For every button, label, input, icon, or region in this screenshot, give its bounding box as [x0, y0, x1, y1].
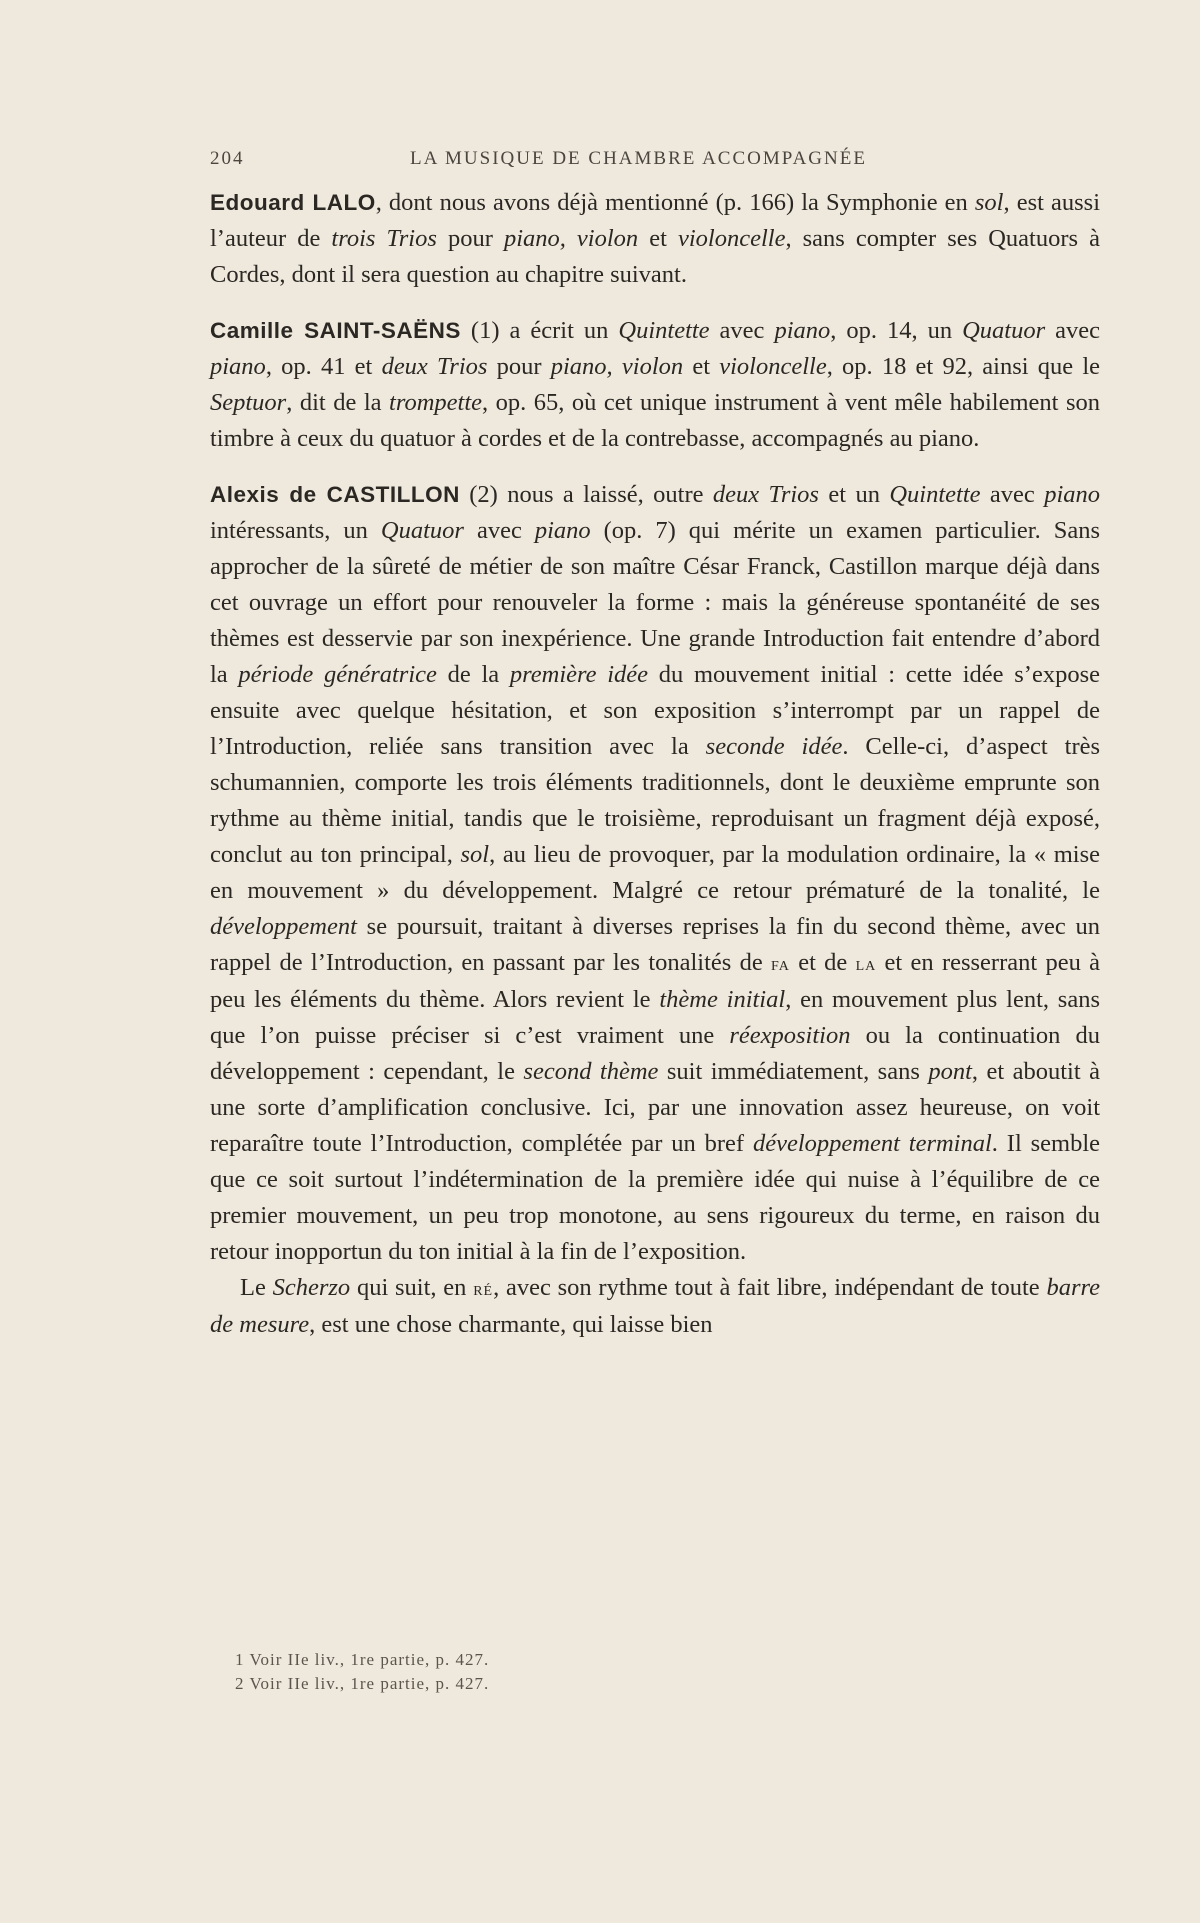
text-run: . Celle-ci, d’aspect très schumannien, comporte les trois éléments traditionnels, dont le deuxième emprunte son rythme au thème initial, tandis que le troisième, reproduisant un fragment déjà exposé, conclut au ton principal, [210, 733, 1101, 868]
footnote: 2 Voir IIe liv., 1re partie, p. 427. [235, 1674, 490, 1693]
text-run: se poursuit, traitant à diverses reprises la fin du second thème, avec un rappel de l’Introduction, en passant par les tonalités de [210, 913, 1100, 976]
italic-run: sol [974, 189, 1004, 216]
italic-run: piano [1044, 481, 1101, 508]
text-run: ou la continuation du développement : cependant, le [210, 1022, 1100, 1085]
text-run: , op. 41 et [265, 353, 382, 380]
text-run: . Il semble que ce soit surtout l’indétermination de la première idée qui nuise à l’équilibre de ce premier mouvement, un peu trop monotone, au sens rigoureux du terme, en raison du retour inopportun du ton initial à la fin de l’exposition. [210, 1130, 1101, 1265]
text-run: pour [487, 353, 551, 380]
italic-run: Scherzo [272, 1274, 351, 1301]
italic-run: piano [210, 353, 266, 380]
italic-run: thème initial [659, 986, 786, 1013]
footnotes [235, 1648, 935, 1696]
text-run: , avec son rythme tout à fait libre, indépendant de toute [493, 1274, 1047, 1301]
italic-run: période génératrice [238, 661, 437, 688]
text-run: , est une chose charmante, qui laisse bien [309, 1311, 713, 1338]
text-run: et [683, 353, 720, 380]
paragraph-saint-saens [210, 313, 1100, 457]
italic-run: trois Trios [331, 225, 437, 252]
text-run: , dont nous avons déjà mentionné (p. 166) la Symphonie en [375, 189, 975, 216]
italic-run: piano, violon [550, 353, 684, 380]
text-run: avec [463, 517, 535, 544]
italic-run: sol [460, 841, 490, 868]
italic-run: violoncelle [719, 353, 827, 380]
italic-run: Quintette [618, 317, 710, 344]
italic-run: développement [210, 913, 357, 940]
text-run: Le [240, 1274, 273, 1301]
text-run: avec [1045, 317, 1101, 344]
italic-run: deux Trios [381, 353, 488, 380]
text-run: pour [436, 225, 504, 252]
text-run: , op. 65, où cet unique instrument à vent mêle habilement son timbre à ceux du quatuor à cordes et de la contrebasse, accompagnés au piano. [210, 389, 1101, 452]
composer-name: Camille SAINT-SAËNS [210, 318, 461, 343]
italic-run: seconde idée [705, 733, 843, 760]
italic-run: Quintette [889, 481, 981, 508]
italic-run: Septuor [210, 389, 287, 416]
text-run: et de [789, 949, 856, 976]
text-run: qui suit, en [350, 1274, 474, 1301]
footnote: 1 Voir IIe liv., 1re partie, p. 427. [235, 1650, 490, 1669]
italic-run: trompette [389, 389, 483, 416]
paragraph-castillon [210, 477, 1100, 1270]
text-run: (op. 7) qui mérite un examen particulier. Sans approcher de la sûreté de métier de son maître César Franck, Castillon marque déjà dans cet ouvrage un effort pour renouveler la forme : mais la généreuse spontanéité de ses thèmes est desservie par son inexpérience. Une grande Introduction fait entendre d’abord la [210, 517, 1101, 688]
italic-run: barre de mesure [210, 1274, 1100, 1338]
italic-run: second thème [523, 1058, 659, 1085]
text-run: , dit de la [286, 389, 390, 416]
italic-run: développement terminal [752, 1130, 992, 1157]
text-run: et en resserrant peu à peu les éléments du thème. Alors revient le [210, 949, 1100, 1013]
italic-run: piano, violon [503, 225, 639, 252]
italic-run: piano [534, 517, 591, 544]
italic-run: deux Trios [712, 481, 819, 508]
text-run: suit immédiatement, sans [658, 1058, 929, 1085]
italic-run: Quatuor [380, 517, 464, 544]
text-run: , en mouvement plus lent, sans que l’on puisse préciser si c’est vraiment une [210, 986, 1100, 1049]
italic-run: violoncelle [677, 225, 786, 252]
italic-run: Quatuor [962, 317, 1046, 344]
italic-run: première idée [509, 661, 649, 688]
text-run: , op. 18 et 92, ainsi que le [826, 353, 1101, 380]
page-number: 204 [210, 148, 245, 169]
composer-name: Alexis de CASTILLON [210, 482, 460, 507]
smallcaps-run: ré [473, 1278, 494, 1300]
composer-name: Edouard LALO [210, 190, 376, 215]
italic-run: piano [774, 317, 831, 344]
text-run: intéressants, un [210, 517, 381, 544]
italic-run: pont [928, 1058, 972, 1085]
text-run: , et aboutit à une sorte d’amplification conclusive. Ici, par une innovation assez heureuse, on voit reparaître toute l’Introduction, complétée par un bref [210, 1058, 1100, 1157]
paragraph-scherzo [210, 1270, 1100, 1343]
text-run: et [638, 225, 678, 252]
smallcaps-run: fa [771, 953, 790, 975]
paragraph-lalo [210, 185, 1100, 293]
text-run: , au lieu de provoquer, par la modulation ordinaire, la « mise en mouvement » du développement. Malgré ce retour prématuré de la tonalité, le [210, 841, 1100, 904]
text-run: , sans compter ses Quatuors à Cordes, dont il sera question au chapitre suivant. [210, 225, 1100, 288]
text-run: , est aussi l’auteur de [210, 189, 1100, 252]
text-run: de la [436, 661, 510, 688]
text-run: , op. 14, un [830, 317, 963, 344]
text-run: du mouvement initial : cette idée s’expose ensuite avec quelque hésitation, et son exposition s’interrompt par un rappel de l’Introduction, reliée sans transition avec la [210, 661, 1100, 760]
body-text [210, 185, 1100, 1343]
text-run: et un [818, 481, 890, 508]
running-title: LA MUSIQUE DE CHAMBRE ACCOMPAGNÉE [410, 148, 867, 169]
text-run: (2) nous a laissé, outre [459, 481, 713, 508]
page-header [210, 148, 1100, 172]
italic-run: réexposition [729, 1022, 851, 1049]
text-run: (1) a écrit un [460, 317, 619, 344]
text-run: avec [980, 481, 1045, 508]
smallcaps-run: la [855, 953, 877, 975]
text-run: avec [709, 317, 775, 344]
